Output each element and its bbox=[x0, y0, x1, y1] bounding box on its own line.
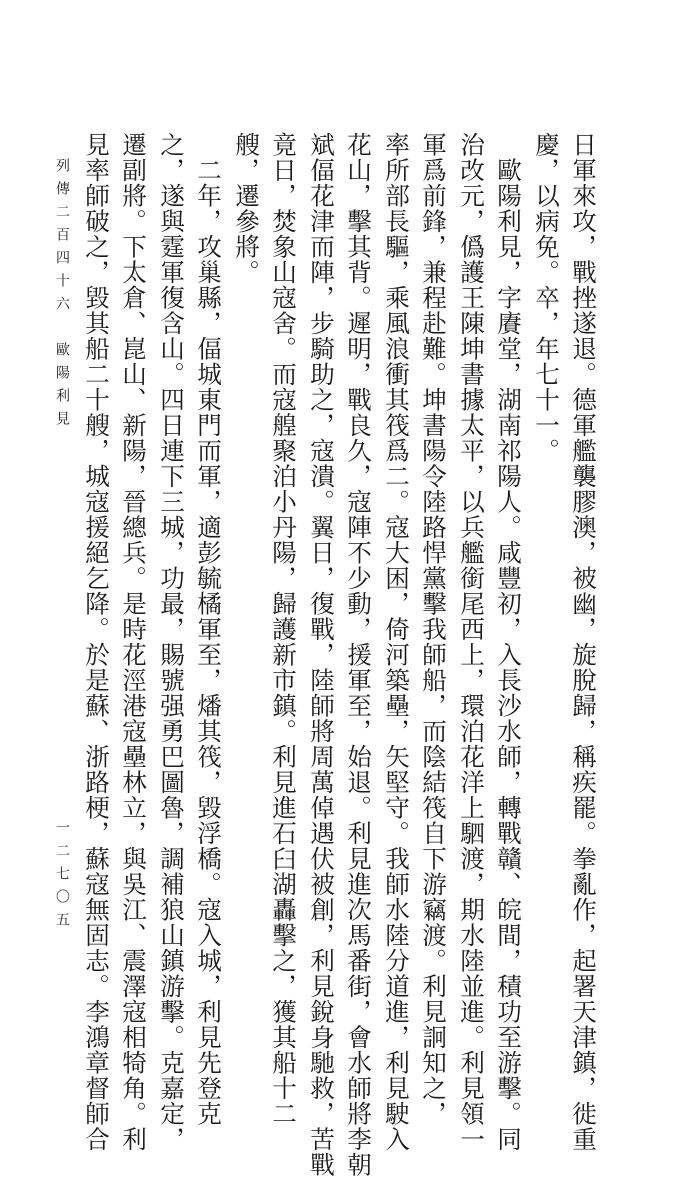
text-column-4: 治改元，僞護王陳坤書據太平，以兵艦銜尾西上，環泊花洋上駟渡，期水陸並進。利見領一 bbox=[457, 132, 486, 1152]
text-column-2: 慶，以病免。卒，年七十一。 bbox=[532, 132, 561, 464]
text-column-10: 艘，遷參將。 bbox=[232, 132, 261, 285]
text-column-5: 軍爲前鋒，兼程赴難。坤書陽令陸路悍黨擊我師船，而陰結筏自下游竊渡。利見詗知之， bbox=[419, 132, 448, 1127]
running-head: 列傳二百四十六 歐陽利見 bbox=[54, 158, 70, 434]
text-column-11: 二年，攻巢縣，偪城東門而軍，適彭毓橘軍至，燔其筏，毀浮橋。寇入城，利見先登克 bbox=[194, 132, 223, 1127]
text-column-14: 見率師破之，毀其船二十艘，城寇援絕乞降。於是蘇、浙路梗，蘇寇無固志。李鴻章督師合 bbox=[82, 132, 111, 1152]
text-column-7: 花山，擊其背。遲明，戰良久，寇陣不少動，援軍至，始退。利見進次馬番街，會水師將李朝 bbox=[344, 132, 373, 1178]
text-column-1: 日軍來攻，戰挫遂退。德軍艦襲膠澳，被幽，旋脫歸，稱疾罷。拳亂作，起署天津鎮，徙重 bbox=[569, 132, 598, 1152]
text-column-9: 竟日，焚象山寇舍。而寇艎聚泊小丹陽，歸護新市鎮。利見進石臼湖轟擊之，獲其船十二 bbox=[269, 132, 298, 1127]
text-column-12: 之，遂與霆軍復含山。四日連下三城，功最，賜號强勇巴圖魯，調補狼山鎮游擊。克嘉定， bbox=[157, 132, 186, 1152]
text-column-8: 斌偪花津而陣，步騎助之，寇潰。翼日，復戰，陸師將周萬倬遇伏被創，利見銳身馳救，苦戰 bbox=[307, 132, 336, 1178]
text-column-13: 遷副將。下太倉、崑山、新陽，晉總兵。是時花涇港寇壘林立，與吳江、震澤寇相犄角。利 bbox=[119, 132, 148, 1152]
page-number: 一二七〇五 bbox=[54, 820, 70, 935]
text-column-6: 率所部長驅，乘風浪衝其筏爲二。寇大困，倚河築壘，矢堅守。我師水陸分道進，利見駛入 bbox=[382, 132, 411, 1152]
text-column-3: 歐陽利見，字賡堂，湖南祁陽人。咸豐初，入長沙水師，轉戰贛、皖間，積功至游擊。同 bbox=[494, 132, 523, 1152]
